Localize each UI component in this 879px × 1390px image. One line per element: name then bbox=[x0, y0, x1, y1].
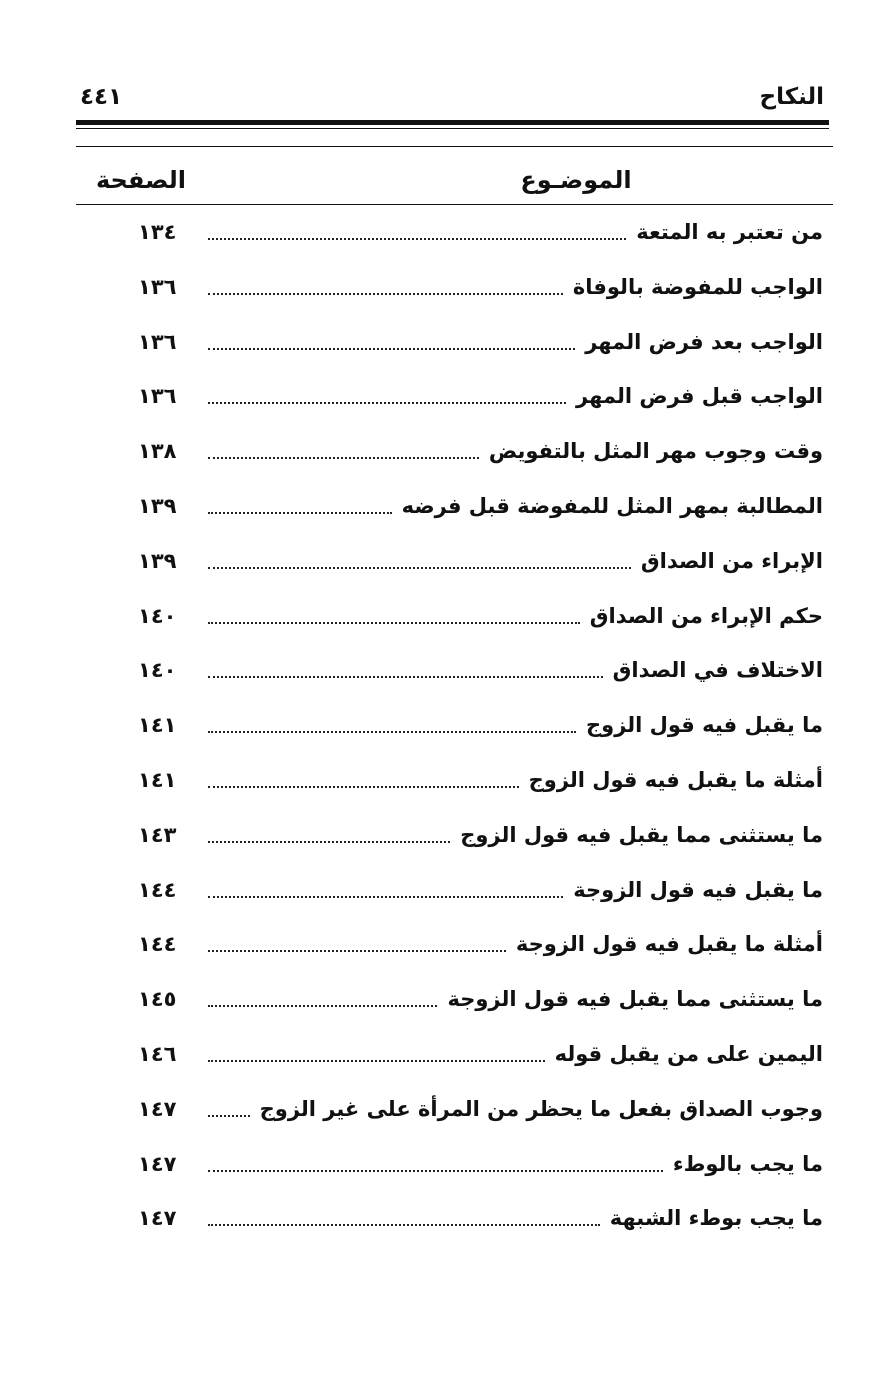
toc-entry-title: الواجب بعد فرض المهر bbox=[585, 329, 823, 354]
toc-entry bbox=[0, 811, 879, 866]
running-head bbox=[76, 84, 828, 118]
dot-leader bbox=[208, 896, 563, 898]
dot-leader bbox=[208, 950, 506, 952]
toc-entry bbox=[0, 1030, 879, 1085]
dot-leader bbox=[208, 1005, 437, 1007]
dot-leader bbox=[208, 348, 575, 350]
toc-entry-title: اليمين على من يقبل قوله bbox=[554, 1041, 823, 1066]
toc-entry bbox=[0, 975, 879, 1030]
toc-entry-page: ١٤٧ bbox=[138, 1151, 177, 1176]
toc-entry bbox=[0, 263, 879, 318]
toc-entry-page: ١٤٠ bbox=[138, 658, 177, 683]
toc-entry bbox=[0, 318, 879, 373]
toc-entry-title: المطالبة بمهر المثل للمفوضة قبل فرضه bbox=[401, 493, 823, 518]
toc-entry-page: ١٣٦ bbox=[138, 384, 177, 409]
toc-entry-title: الواجب قبل فرض المهر bbox=[576, 384, 823, 409]
dot-leader bbox=[208, 731, 576, 733]
toc-entry-page: ١٣٦ bbox=[138, 329, 177, 354]
toc-entry-title: الاختلاف في الصداق bbox=[612, 658, 823, 683]
dot-leader bbox=[208, 512, 392, 514]
toc-entry bbox=[0, 701, 879, 756]
toc-entry-title: وقت وجوب مهر المثل بالتفويض bbox=[488, 439, 823, 464]
toc-entry-title: ما يجب بالوطء bbox=[672, 1151, 823, 1176]
toc-entry-title: ما يستثنى مما يقبل فيه قول الزوجة bbox=[447, 987, 823, 1012]
toc-entry bbox=[0, 1085, 879, 1140]
toc-entry-page: ١٤٠ bbox=[138, 603, 177, 628]
toc-entry-title: الإبراء من الصداق bbox=[640, 548, 823, 573]
toc-entry-title: من تعتبر به المتعة bbox=[636, 220, 823, 244]
toc-entry bbox=[0, 646, 879, 701]
toc-entry bbox=[0, 756, 879, 811]
toc-entry-title: ما يقبل فيه قول الزوجة bbox=[573, 877, 823, 902]
toc-entry bbox=[0, 372, 879, 427]
toc-entry-title: الواجب للمفوضة بالوفاة bbox=[572, 274, 823, 299]
header-rule-thin bbox=[76, 128, 829, 129]
toc-entry bbox=[0, 537, 879, 592]
dot-leader bbox=[208, 1115, 250, 1117]
page-number: ٤٤١ bbox=[80, 84, 123, 110]
dot-leader bbox=[208, 676, 603, 678]
dot-leader bbox=[208, 457, 479, 459]
dot-leader bbox=[208, 238, 626, 240]
toc-entry bbox=[0, 1140, 879, 1195]
toc-entry-page: ١٤٦ bbox=[138, 1041, 177, 1066]
toc-entry-page: ١٣٦ bbox=[138, 274, 177, 299]
toc-entry bbox=[0, 920, 879, 975]
toc-entry-title: ما يستثنى مما يقبل فيه قول الزوج bbox=[460, 822, 823, 847]
toc-entry-page: ١٣٤ bbox=[138, 220, 177, 244]
toc-entry-title: أمثلة ما يقبل فيه قول الزوج bbox=[528, 767, 823, 792]
toc-entry bbox=[0, 482, 879, 537]
toc-entry-title: حكم الإبراء من الصداق bbox=[589, 603, 823, 628]
topic-column-header: الموضـوع bbox=[520, 166, 632, 194]
dot-leader bbox=[208, 293, 563, 295]
toc-entry bbox=[0, 592, 879, 647]
toc-entry-page: ١٤١ bbox=[138, 767, 177, 792]
dot-leader bbox=[208, 622, 580, 624]
toc-entry-page: ١٤٤ bbox=[138, 877, 177, 902]
toc-entry bbox=[0, 1194, 879, 1249]
toc-entry-title: أمثلة ما يقبل فيه قول الزوجة bbox=[515, 932, 823, 957]
dot-leader bbox=[208, 567, 631, 569]
toc-entry bbox=[0, 866, 879, 921]
running-title: النكاح bbox=[759, 84, 824, 110]
table-of-contents bbox=[0, 208, 879, 1249]
column-header-bottom-rule bbox=[76, 204, 833, 205]
column-headers bbox=[76, 166, 833, 200]
toc-entry-page: ١٤٣ bbox=[138, 822, 177, 847]
toc-entry-title: ما يقبل فيه قول الزوج bbox=[586, 713, 823, 738]
toc-entry-page: ١٤٥ bbox=[138, 987, 177, 1012]
toc-entry-page: ١٤٤ bbox=[138, 932, 177, 957]
page-column-header: الصفحة bbox=[96, 166, 187, 194]
toc-entry-page: ١٣٨ bbox=[138, 439, 177, 464]
toc-entry-page: ١٣٩ bbox=[138, 548, 177, 573]
toc-entry bbox=[0, 427, 879, 482]
dot-leader bbox=[208, 841, 450, 843]
toc-entry bbox=[0, 208, 879, 263]
toc-entry-title: ما يجب بوطء الشبهة bbox=[609, 1206, 823, 1231]
dot-leader bbox=[208, 786, 519, 788]
toc-entry-page: ١٤٧ bbox=[138, 1206, 177, 1231]
toc-entry-title: وجوب الصداق بفعل ما يحظر من المرأة على غير الزوج bbox=[259, 1096, 823, 1121]
dot-leader bbox=[208, 1060, 545, 1062]
column-header-top-rule bbox=[76, 146, 833, 147]
toc-entry-page: ١٤٧ bbox=[138, 1096, 177, 1121]
toc-entry-page: ١٤١ bbox=[138, 713, 177, 738]
dot-leader bbox=[208, 1224, 600, 1226]
toc-entry-page: ١٣٩ bbox=[138, 493, 177, 518]
dot-leader bbox=[208, 402, 566, 404]
dot-leader bbox=[208, 1170, 663, 1172]
header-rule-thick bbox=[76, 120, 829, 125]
